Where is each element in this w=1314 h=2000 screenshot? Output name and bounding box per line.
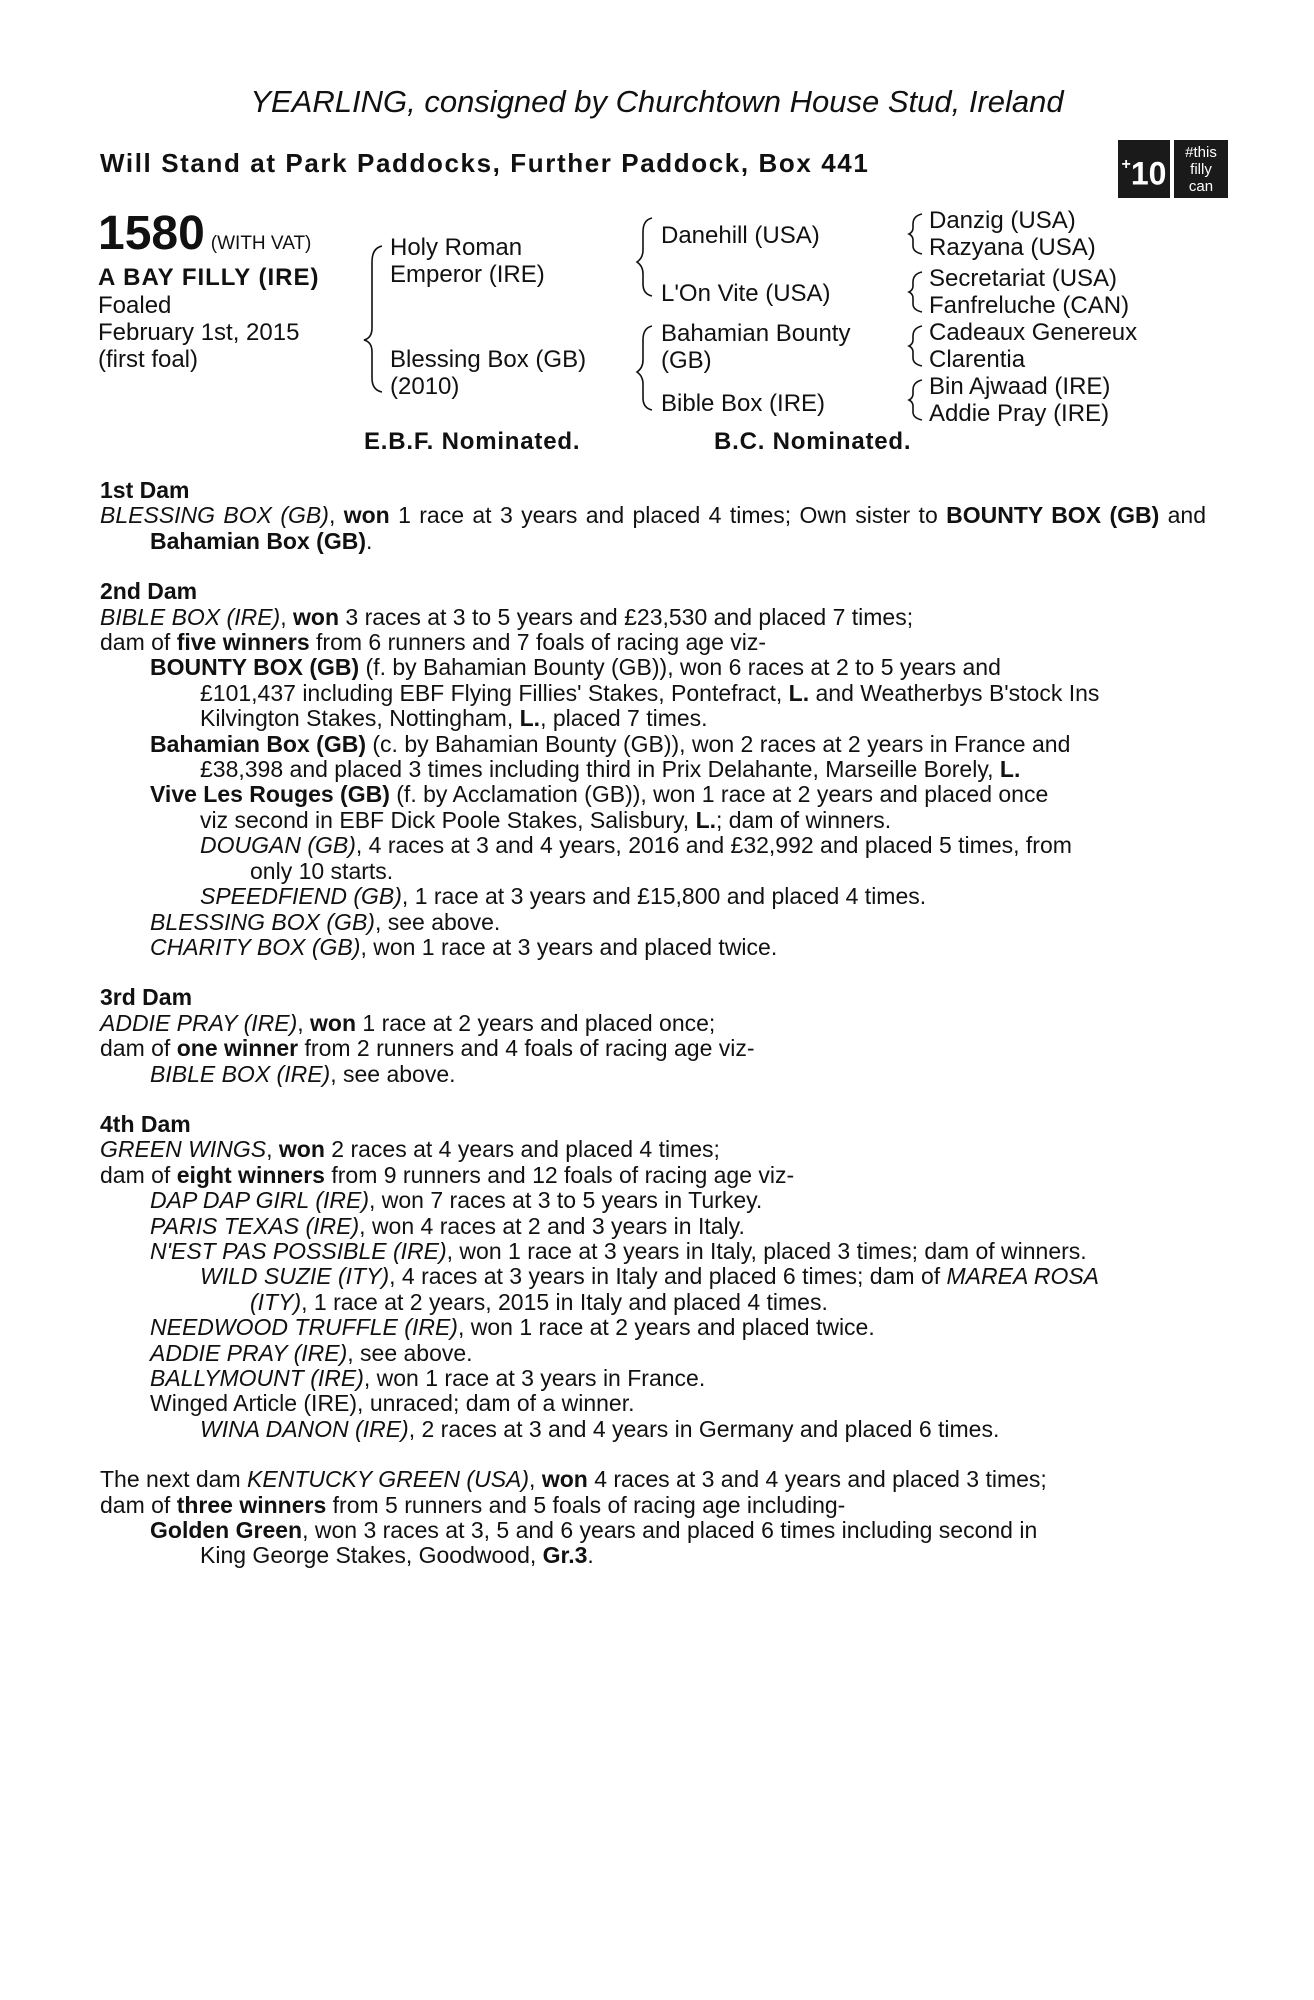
produce-entry-cont: viz second in EBF Dick Poole Stakes, Salisbury, L.; dam of winners.: [200, 806, 892, 833]
produce-entry-cont: £38,398 and placed 3 times including third in Prix Delahante, Marseille Borely, L.: [200, 756, 1021, 783]
produce-entry: BLESSING BOX (GB), see above.: [150, 908, 501, 935]
grand-produce-entry: SPEEDFIEND (GB), 1 race at 3 years and £15,800 and placed 4 times.: [200, 883, 927, 910]
grand-produce-entry: WILD SUZIE (ITY), 4 races at 3 years in Italy and placed 6 times; dam of MAREA ROSA: [200, 1263, 1100, 1290]
sire-dam: L'On Vite (USA): [661, 280, 831, 307]
produce-entry: BIBLE BOX (IRE), see above.: [150, 1060, 456, 1087]
dam: Blessing Box (GB) (2010): [390, 346, 587, 400]
produce-entry: DAP DAP GIRL (IRE), won 7 races at 3 to 5 years in Turkey.: [150, 1187, 763, 1214]
plus10-badge: +10: [1118, 140, 1170, 198]
family-record: [100, 478, 1206, 1569]
horse-name: A BAY FILLY (IRE): [98, 264, 320, 291]
produce-entry: BALLYMOUNT (IRE), won 1 race at 3 years in France.: [150, 1365, 706, 1391]
produce-entry: CHARITY BOX (GB), won 1 race at 3 years and placed twice.: [150, 933, 778, 960]
grand-produce-entry: DOUGAN (GB), 4 races at 3 and 4 years, 2016 and £32,992 and placed 5 times, from: [200, 832, 1072, 859]
page-title: YEARLING, consigned by Churchtown House Stud, Ireland: [250, 84, 1064, 119]
this-filly-can-badge: #this filly can: [1174, 140, 1228, 198]
grand-produce-entry-cont: (ITY), 1 race at 2 years, 2015 in Italy and placed 4 times.: [250, 1288, 828, 1315]
dam-sire-dam: Clarentia: [929, 346, 1026, 373]
produce-entry-cont: £101,437 including EBF Flying Fillies' Stakes, Pontefract, L. and Weatherbys B'stock Ins: [200, 679, 1100, 706]
next-dam-produce-summary: dam of three winners from 5 runners and 5 foals of racing age including-: [100, 1491, 846, 1518]
foaled-info: Foaled February 1st, 2015 (first foal): [98, 292, 300, 373]
produce-entry: PARIS TEXAS (IRE), won 4 races at 2 and 3 years in Italy.: [150, 1212, 745, 1239]
produce-entry: Winged Article (IRE), unraced; dam of a winner.: [150, 1390, 635, 1417]
sire-sire: Danehill (USA): [661, 222, 820, 249]
second-dam-heading: 2nd Dam: [100, 578, 198, 605]
sire-dam-sire: Secretariat (USA): [929, 265, 1118, 292]
dam-sire: Bahamian Bounty (GB): [661, 320, 851, 374]
pedigree-brackets: [0, 0, 1314, 460]
second-dam-produce-summary: dam of five winners from 6 runners and 7 foals of racing age viz-: [100, 629, 767, 656]
second-dam-record: BIBLE BOX (IRE), won 3 races at 3 to 5 years and £23,530 and placed 7 times;: [100, 603, 914, 630]
dam-dam: Bible Box (IRE): [661, 390, 826, 417]
produce-entry: N'EST PAS POSSIBLE (IRE), won 1 race at 3 years in Italy, placed 3 times; dam of winners.: [150, 1237, 1087, 1264]
produce-entry: Bahamian Box (GB) (c. by Bahamian Bounty (GB)), won 2 races at 2 years in France and: [150, 730, 1071, 757]
produce-entry-cont: Kilvington Stakes, Nottingham, L., placed 7 times.: [200, 705, 708, 732]
dam-dam-sire: Bin Ajwaad (IRE): [929, 373, 1111, 400]
sire: Holy Roman Emperor (IRE): [390, 234, 545, 288]
grand-produce-entry: WINA DANON (IRE), 2 races at 3 and 4 years in Germany and placed 6 times.: [200, 1415, 1000, 1442]
first-dam-record: BLESSING BOX (GB), won 1 race at 3 years and placed 4 times; Own sister to BOUNTY BOX (GB) and Bahamian Box (GB).: [100, 502, 1207, 554]
grand-produce-entry-cont: only 10 starts.: [250, 857, 394, 884]
stand-location: Will Stand at Park Paddocks, Further Paddock, Box 441: [100, 148, 870, 178]
produce-entry: Golden Green, won 3 races at 3, 5 and 6 years and placed 6 times including second in: [150, 1517, 1038, 1544]
produce-entry: BOUNTY BOX (GB) (f. by Bahamian Bounty (GB)), won 6 races at 2 to 5 years and: [150, 654, 1001, 681]
ebf-nominated: E.B.F. Nominated.: [364, 428, 581, 455]
first-dam-heading: 1st Dam: [100, 477, 190, 503]
produce-entry: NEEDWOOD TRUFFLE (IRE), won 1 race at 2 years and placed twice.: [150, 1314, 875, 1341]
fourth-dam-produce-summary: dam of eight winners from 9 runners and 12 foals of racing age viz-: [100, 1161, 795, 1188]
next-dam-record: The next dam KENTUCKY GREEN (USA), won 4 races at 3 and 4 years and placed 3 times;: [100, 1466, 1047, 1493]
produce-entry: ADDIE PRAY (IRE), see above.: [150, 1339, 473, 1366]
third-dam-heading: 3rd Dam: [100, 984, 193, 1011]
third-dam-record: ADDIE PRAY (IRE), won 1 race at 2 years and placed once;: [100, 1009, 716, 1036]
produce-entry: Vive Les Rouges (GB) (f. by Acclamation (GB)), won 1 race at 2 years and placed once: [150, 781, 1049, 808]
vat-note: (WITH VAT): [210, 233, 312, 254]
sire-sire-sire: Danzig (USA): [929, 207, 1076, 234]
fourth-dam-record: GREEN WINGS, won 2 races at 4 years and placed 4 times;: [100, 1136, 720, 1163]
produce-entry-cont: King George Stakes, Goodwood, Gr.3.: [200, 1542, 594, 1569]
fourth-dam-heading: 4th Dam: [100, 1110, 191, 1137]
bc-nominated: B.C. Nominated.: [714, 428, 912, 455]
sire-sire-dam: Razyana (USA): [929, 234, 1096, 261]
dam-dam-dam: Addie Pray (IRE): [929, 400, 1110, 427]
sire-dam-dam: Fanfreluche (CAN): [929, 292, 1130, 319]
lot-number: 1580 (WITH VAT): [98, 207, 312, 260]
dam-sire-sire: Cadeaux Genereux: [929, 319, 1138, 346]
third-dam-produce-summary: dam of one winner from 2 runners and 4 foals of racing age viz-: [100, 1035, 755, 1062]
